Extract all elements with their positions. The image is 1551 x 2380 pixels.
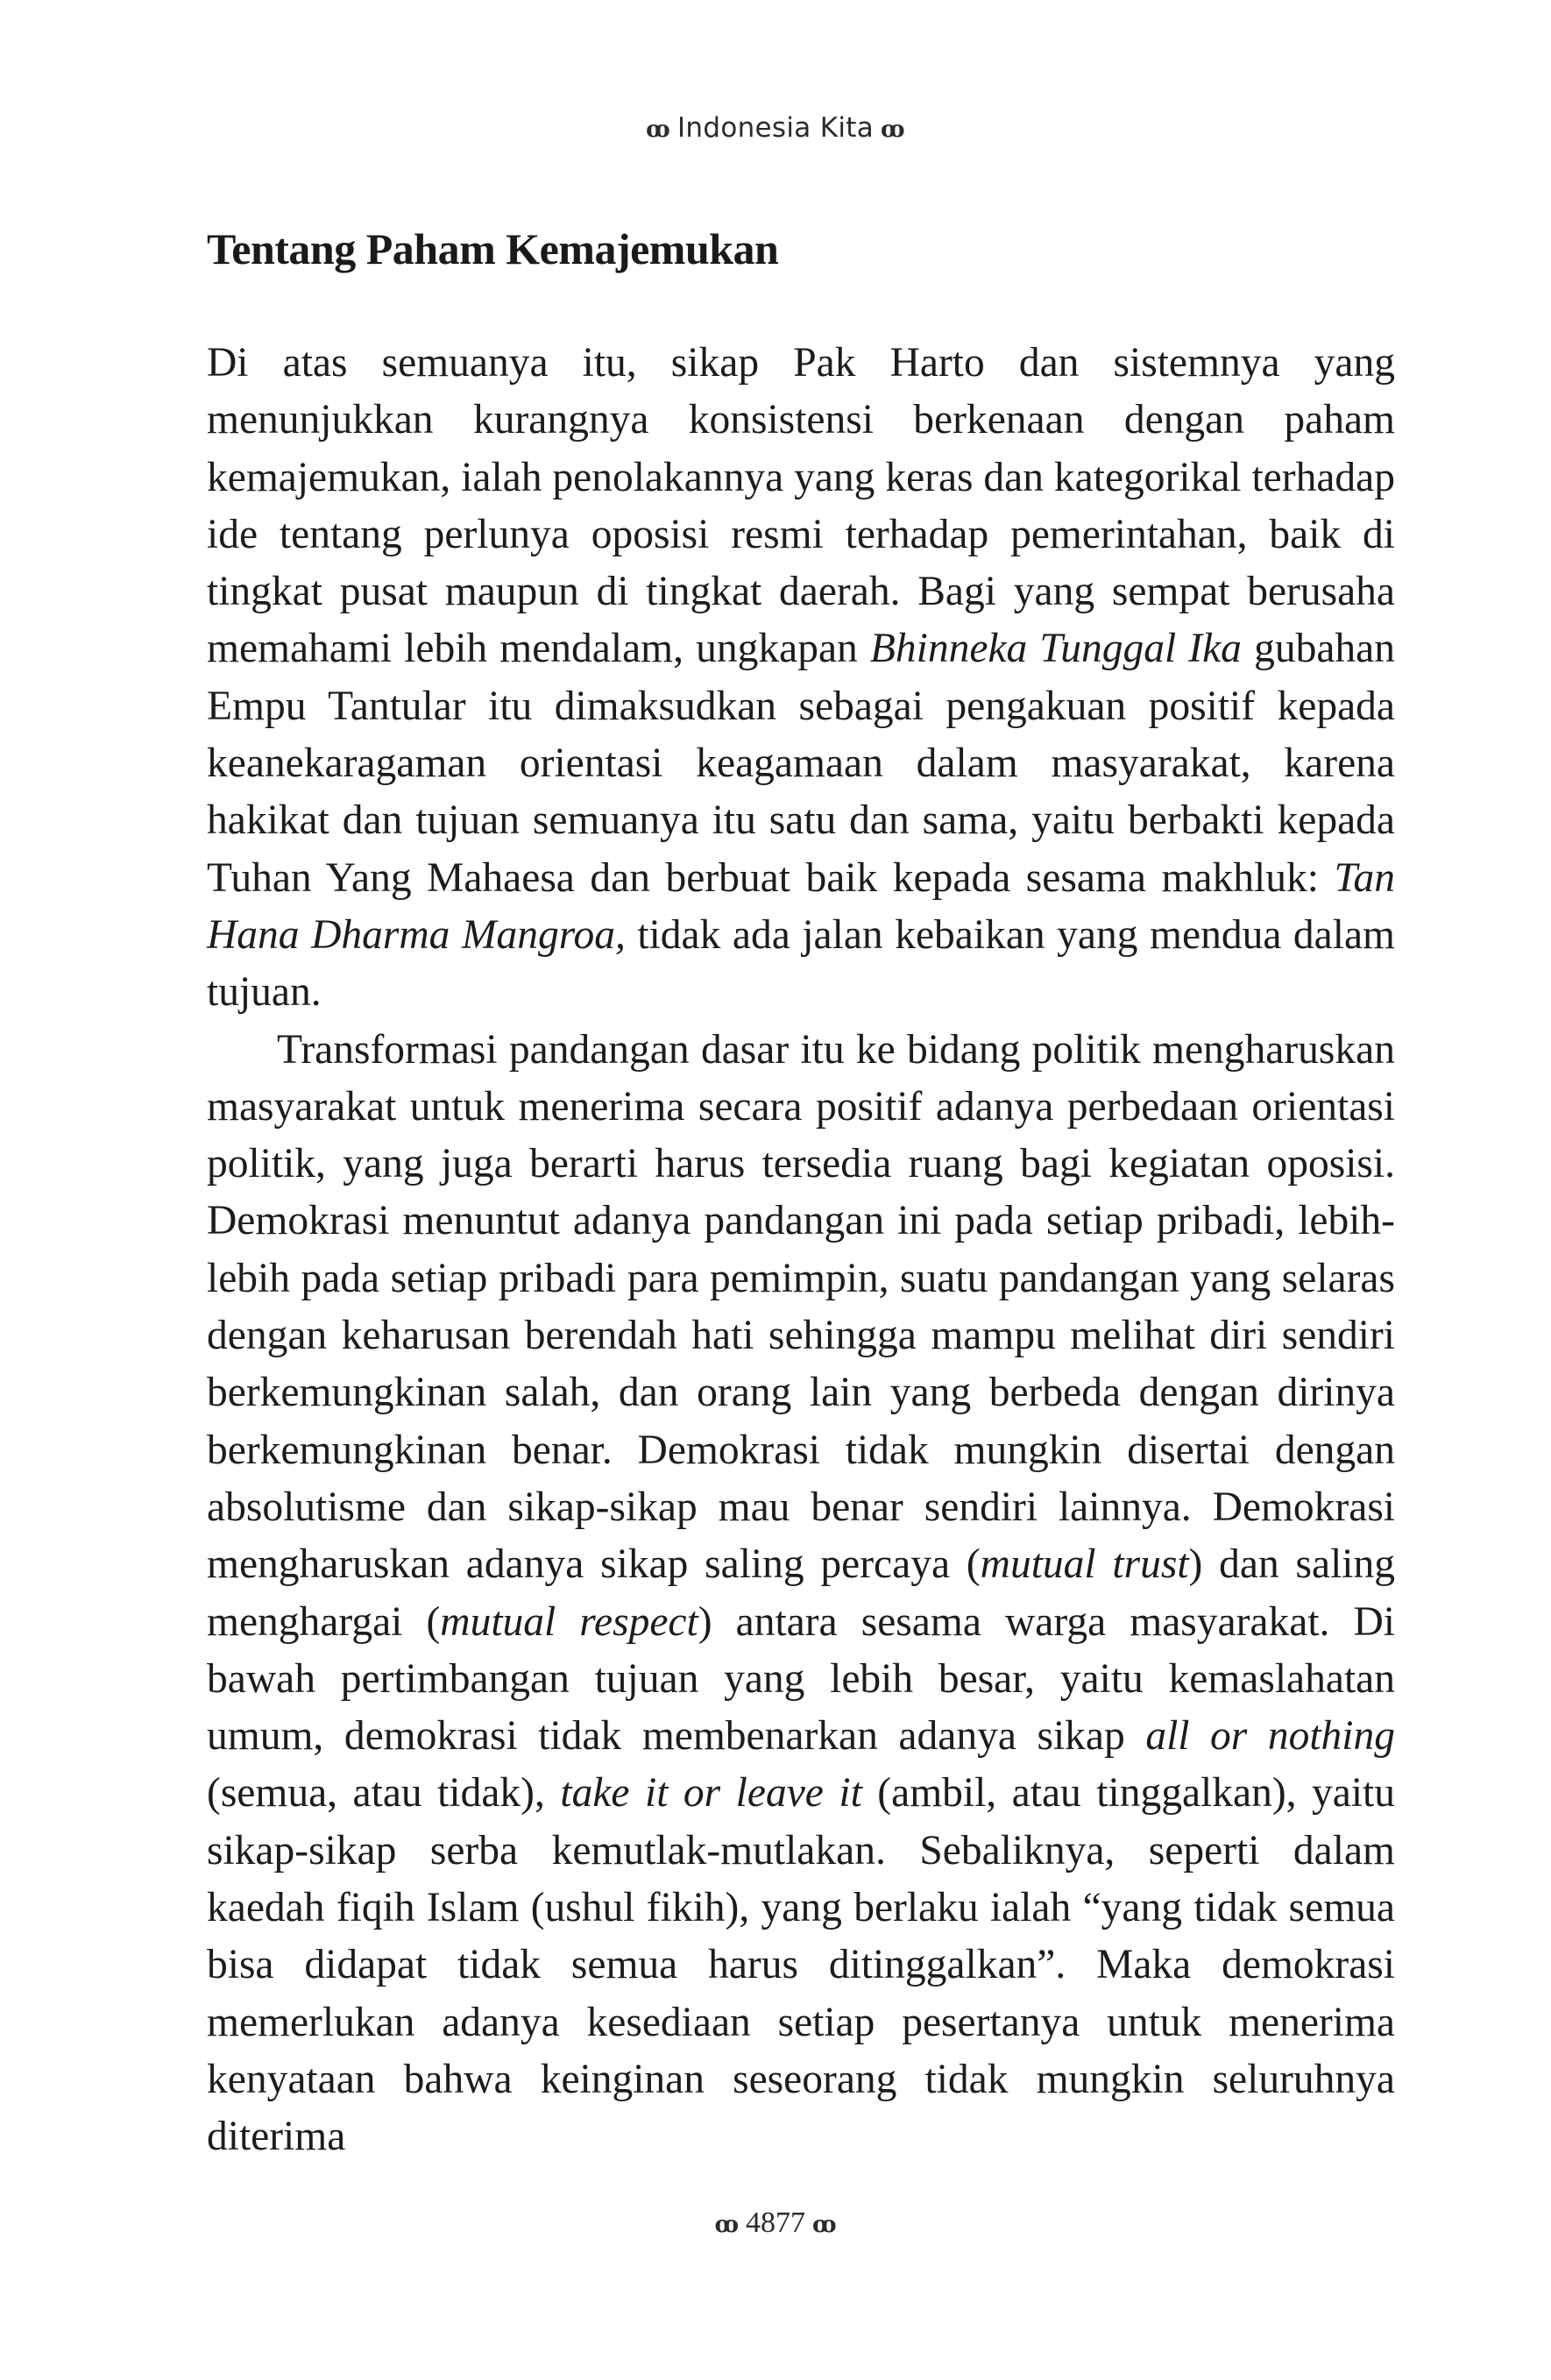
paragraph-1-text-3: tidak ada jalan kebaikan yang mendua dalam tujuan.	[207, 911, 1395, 1016]
paragraph-2-text-5: (ambil, atau tinggalkan), yaitu sikap-sikap serba kemutlak-mutlakan. Sebaliknya, seperti dalam kaedah fiqih Islam (ushul fikih), yang berlaku ialah “yang tidak semua bisa didapat tidak semua harus ditinggalkan”. Maka demokrasi memerlukan adanya kesediaan setiap pesertanya untuk menerima kenyataan bahwa keinginan seseorang tidak mungkin seluruhnya diterima	[207, 1770, 1395, 2160]
paragraph-1-italic-2: Tan Hana Dharma Mangroa,	[207, 854, 1395, 958]
paragraph-2-text-4: (semua, atau tidak),	[207, 1770, 561, 1817]
paragraph-2-text-2: ) dan saling menghargai (	[207, 1541, 1395, 1645]
ornament-left-icon: ꝏ	[646, 117, 670, 143]
paragraph-2-italic-3: all or nothing	[1145, 1713, 1395, 1760]
paragraph-2	[207, 1022, 1395, 2166]
paragraph-1	[207, 335, 1395, 1022]
paragraph-2-text-3: ) antara sesama warga masyarakat. Di bawah pertimbangan tujuan yang lebih besar, yaitu kemaslahatan umum, demokrasi tidak membenarkan adanya sikap	[207, 1598, 1396, 1760]
section-heading: Tentang Paham Kemajemukan	[207, 224, 779, 273]
paragraph-2-italic-1: mutual trust	[980, 1541, 1189, 1588]
running-head-title: Indonesia Kita	[676, 112, 875, 144]
footer-ornament-right-icon: ꝏ	[812, 2212, 837, 2238]
paragraph-2-italic-2: mutual respect	[440, 1598, 698, 1645]
running-head	[0, 112, 1551, 144]
paragraph-1-text-2: gubahan Empu Tantular itu dimaksudkan sebagai pengakuan positif kepada keanekaragaman orientasi keagamaan dalam masyarakat, karena hakikat dan tujuan semuanya itu satu dan sama, yaitu berbakti kepada Tuhan Yang Mahaesa dan berbuat baik kepada sesama makhluk:	[207, 626, 1395, 901]
page-number: 4877	[746, 2206, 805, 2239]
paragraph-1-italic-1: Bhinneka Tunggal Ika	[869, 626, 1242, 672]
paragraph-1-text-1: Di atas semuanya itu, sikap Pak Harto dan sistemnya yang menunjukkan kurangnya konsistensi berkenaan dengan paham kemajemukan, ialah penolakannya yang keras dan kategorikal terhadap ide tentang perlunya oposisi resmi terhadap pemerintahan, baik di tingkat pusat maupun di tingkat daerah. Bagi yang sempat berusaha memahami lebih mendalam, ungkapan	[207, 340, 1395, 672]
ornament-right-icon: ꝏ	[881, 117, 905, 143]
paragraph-2-text-1: Transformasi pandangan dasar itu ke bidang politik mengharuskan masyarakat untuk menerima secara positif adanya perbedaan orientasi politik, yang juga berarti harus tersedia ruang bagi kegiatan oposisi. Demokrasi menuntut adanya pandangan ini pada setiap pribadi, lebih-lebih pada setiap pribadi para pemimpin, suatu pandangan yang selaras dengan keharusan berendah hati sehingga mampu melihat diri sendiri berkemungkinan salah, dan orang lain yang berbeda dengan dirinya berkemungkinan benar. Demokrasi tidak mungkin disertai dengan absolutisme dan sikap-sikap mau benar sendiri lainnya. Demokrasi mengharuskan adanya sikap saling percaya (	[207, 1026, 1395, 1588]
footer-ornament-left-icon: ꝏ	[714, 2212, 739, 2238]
body-text	[207, 335, 1395, 2166]
page-footer	[0, 2206, 1551, 2240]
paragraph-2-italic-4: take it or leave it	[560, 1770, 862, 1817]
